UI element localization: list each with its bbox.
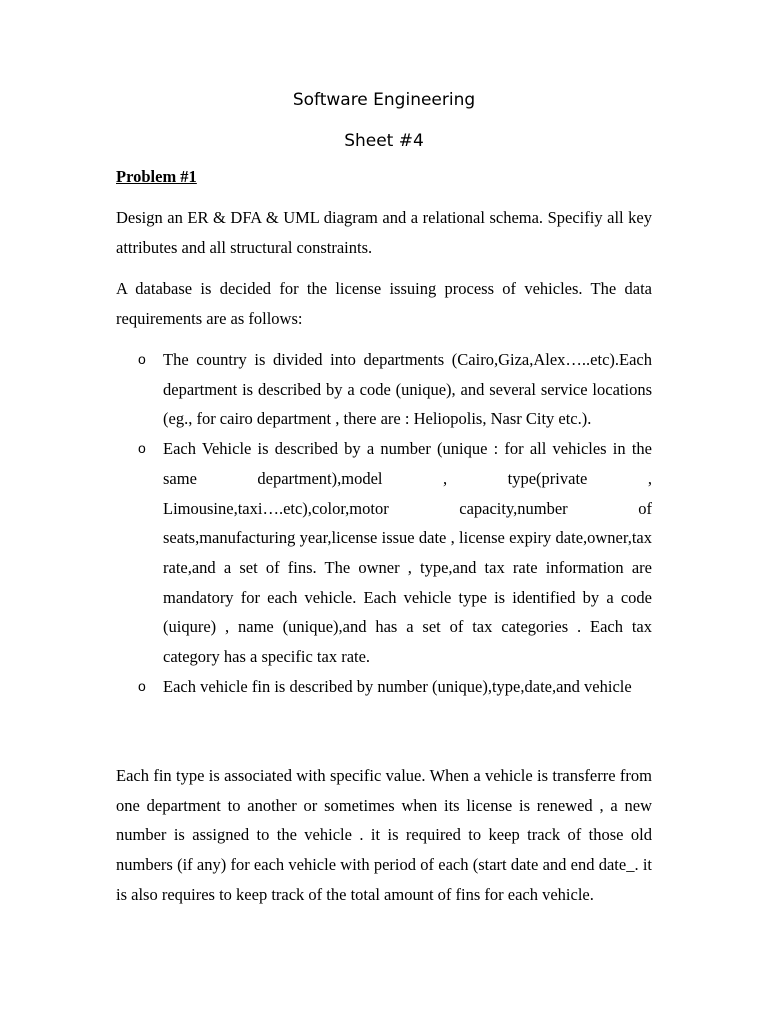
list-item-text: Each vehicle fin is described by number (unique),type,date,and vehicle [163, 676, 632, 696]
list-item [138, 672, 652, 702]
list-item [138, 434, 652, 672]
document-subtitle: Sheet #4 [344, 131, 424, 151]
list-item [138, 345, 652, 434]
bullet-marker: o [138, 351, 146, 367]
problem-heading: Problem #1 [116, 167, 197, 186]
list-item-text: The country is divided into departments (Cairo,Giza,Alex…..etc).Each department is described by a code (unique), and several service locations (eg., for cairo department , there are : Heliopolis, Nasr City etc.). [163, 350, 652, 429]
intro-paragraph: Design an ER & DFA & UML diagram and a relational schema. Specifiy all key attributes and all structural constraints. [116, 208, 652, 257]
closing-paragraph: Each fin type is associated with specific value. When a vehicle is transferre from one department to another or sometimes when its license is renewed , a new number is assigned to the vehicle . it is required to keep track of those old numbers (if any) for each vehicle with period of each (start date and end date_. it is also requires to keep track of the total amount of fins for each vehicle. [116, 766, 652, 904]
requirements-list [0, 345, 768, 701]
description-paragraph: A database is decided for the license issuing process of vehicles. The data requirements are as follows: [116, 279, 652, 328]
document-title: Software Engineering [292, 90, 476, 110]
bullet-marker: o [138, 440, 146, 457]
bullet-marker: o [138, 677, 146, 694]
list-item-text: Each Vehicle is described by a number (unique : for all vehicles in the same department),model , type(private , Limousine,taxi….etc),color,motor capacity,number of seats,manufacturing year,license issue date , license expiry date,owner,tax rate,and a set of fins. The owner , type,and tax rate information are mandatory for each vehicle. Each vehicle type is identified by a code (uiqure) , name (unique),and has a set of tax categories . Each tax category has a specific tax rate. [163, 439, 652, 667]
